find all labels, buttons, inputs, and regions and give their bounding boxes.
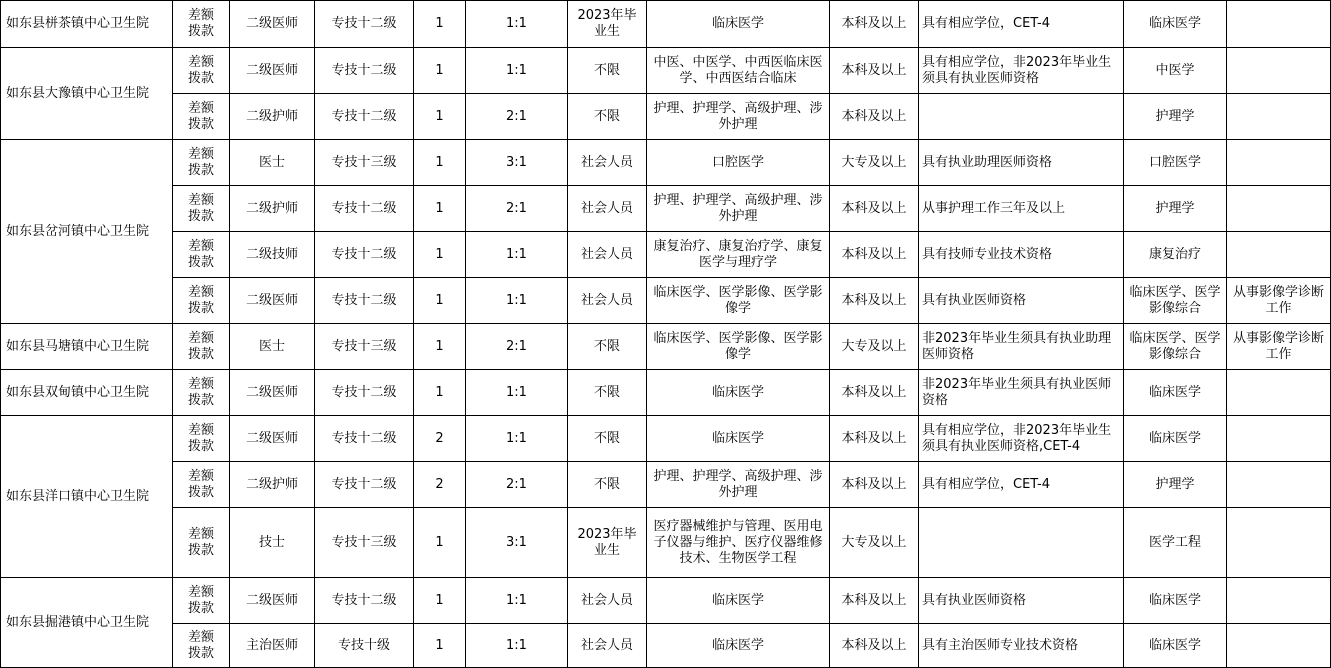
funding-type-cell: 差额拨款 <box>173 94 230 140</box>
unit-cell: 如东县岔河镇中心卫生院 <box>1 140 173 324</box>
count-cell: 1 <box>414 370 466 416</box>
major-cell: 临床医学 <box>647 416 830 462</box>
grade-cell: 专技十三级 <box>315 140 414 186</box>
exam-cell: 临床医学 <box>1124 370 1227 416</box>
funding-type-cell: 差额拨款 <box>173 508 230 578</box>
grade-cell: 专技十三级 <box>315 508 414 578</box>
funding-type-cell: 差额拨款 <box>173 324 230 370</box>
grade-cell: 专技十二级 <box>315 94 414 140</box>
exam-cell: 护理学 <box>1124 186 1227 232</box>
target-cell: 社会人员 <box>568 578 647 624</box>
other-requirements-cell: 具有技师专业技术资格 <box>919 232 1124 278</box>
remark-cell <box>1227 508 1331 578</box>
education-cell: 本科及以上 <box>830 1 919 48</box>
unit-cell: 如东县洋口镇中心卫生院 <box>1 416 173 578</box>
major-cell: 护理、护理学、高级护理、涉外护理 <box>647 94 830 140</box>
education-cell: 本科及以上 <box>830 416 919 462</box>
unit-cell: 如东县栟茶镇中心卫生院 <box>1 1 173 48</box>
funding-type-cell: 差额拨款 <box>173 186 230 232</box>
major-cell: 临床医学、医学影像、医学影像学 <box>647 324 830 370</box>
table-row <box>1 186 1331 232</box>
major-cell: 中医、中医学、中西医临床医学、中西医结合临床 <box>647 48 830 94</box>
funding-type-cell: 差额拨款 <box>173 578 230 624</box>
table-row <box>1 1 1331 48</box>
education-cell: 大专及以上 <box>830 324 919 370</box>
table-row <box>1 578 1331 624</box>
other-requirements-cell: 具有相应学位，CET-4 <box>919 462 1124 508</box>
grade-cell: 专技十二级 <box>315 416 414 462</box>
count-cell: 1 <box>414 578 466 624</box>
ratio-cell: 2:1 <box>466 324 568 370</box>
grade-cell: 专技十二级 <box>315 370 414 416</box>
education-cell: 本科及以上 <box>830 278 919 324</box>
ratio-cell: 2:1 <box>466 186 568 232</box>
target-cell: 社会人员 <box>568 278 647 324</box>
ratio-cell: 1:1 <box>466 1 568 48</box>
ratio-cell: 1:1 <box>466 578 568 624</box>
education-cell: 大专及以上 <box>830 508 919 578</box>
exam-cell: 中医学 <box>1124 48 1227 94</box>
grade-cell: 专技十二级 <box>315 232 414 278</box>
education-cell: 本科及以上 <box>830 186 919 232</box>
major-cell: 护理、护理学、高级护理、涉外护理 <box>647 186 830 232</box>
table-row <box>1 232 1331 278</box>
position-cell: 二级护师 <box>230 94 315 140</box>
target-cell: 不限 <box>568 416 647 462</box>
position-cell: 二级医师 <box>230 578 315 624</box>
target-cell: 不限 <box>568 462 647 508</box>
ratio-cell: 2:1 <box>466 94 568 140</box>
education-cell: 大专及以上 <box>830 140 919 186</box>
grade-cell: 专技十二级 <box>315 578 414 624</box>
ratio-cell: 1:1 <box>466 416 568 462</box>
table-row <box>1 48 1331 94</box>
remark-cell <box>1227 140 1331 186</box>
unit-cell: 如东县掘港镇中心卫生院 <box>1 578 173 668</box>
grade-cell: 专技十二级 <box>315 278 414 324</box>
count-cell: 1 <box>414 140 466 186</box>
target-cell: 不限 <box>568 370 647 416</box>
target-cell: 不限 <box>568 94 647 140</box>
other-requirements-cell: 具有相应学位，非2023年毕业生须具有执业医师资格 <box>919 48 1124 94</box>
table-row <box>1 624 1331 668</box>
table-row <box>1 370 1331 416</box>
count-cell: 1 <box>414 186 466 232</box>
ratio-cell: 1:1 <box>466 370 568 416</box>
grade-cell: 专技十二级 <box>315 462 414 508</box>
exam-cell: 临床医学、医学影像综合 <box>1124 324 1227 370</box>
other-requirements-cell: 具有相应学位，非2023年毕业生须具有执业医师资格,CET-4 <box>919 416 1124 462</box>
position-cell: 医士 <box>230 324 315 370</box>
remark-cell <box>1227 94 1331 140</box>
exam-cell: 临床医学 <box>1124 416 1227 462</box>
other-requirements-cell: 具有相应学位，CET-4 <box>919 1 1124 48</box>
table-row <box>1 278 1331 324</box>
major-cell: 临床医学 <box>647 578 830 624</box>
target-cell: 2023年毕业生 <box>568 508 647 578</box>
exam-cell: 护理学 <box>1124 94 1227 140</box>
other-requirements-cell: 具有执业医师资格 <box>919 278 1124 324</box>
position-cell: 二级医师 <box>230 1 315 48</box>
remark-cell <box>1227 48 1331 94</box>
count-cell: 1 <box>414 48 466 94</box>
count-cell: 1 <box>414 508 466 578</box>
ratio-cell: 3:1 <box>466 508 568 578</box>
target-cell: 不限 <box>568 48 647 94</box>
funding-type-cell: 差额拨款 <box>173 624 230 668</box>
target-cell: 社会人员 <box>568 624 647 668</box>
major-cell: 口腔医学 <box>647 140 830 186</box>
remark-cell <box>1227 624 1331 668</box>
table-row <box>1 324 1331 370</box>
ratio-cell: 1:1 <box>466 624 568 668</box>
remark-cell <box>1227 462 1331 508</box>
count-cell: 2 <box>414 416 466 462</box>
exam-cell: 口腔医学 <box>1124 140 1227 186</box>
position-cell: 二级护师 <box>230 462 315 508</box>
position-cell: 二级护师 <box>230 186 315 232</box>
count-cell: 1 <box>414 232 466 278</box>
education-cell: 本科及以上 <box>830 624 919 668</box>
count-cell: 1 <box>414 278 466 324</box>
other-requirements-cell <box>919 508 1124 578</box>
target-cell: 2023年毕业生 <box>568 1 647 48</box>
education-cell: 本科及以上 <box>830 94 919 140</box>
remark-cell <box>1227 232 1331 278</box>
other-requirements-cell <box>919 94 1124 140</box>
major-cell: 临床医学 <box>647 370 830 416</box>
table-row <box>1 508 1331 578</box>
funding-type-cell: 差额拨款 <box>173 416 230 462</box>
target-cell: 社会人员 <box>568 186 647 232</box>
funding-type-cell: 差额拨款 <box>173 462 230 508</box>
exam-cell: 医学工程 <box>1124 508 1227 578</box>
funding-type-cell: 差额拨款 <box>173 1 230 48</box>
count-cell: 1 <box>414 624 466 668</box>
funding-type-cell: 差额拨款 <box>173 48 230 94</box>
other-requirements-cell: 非2023年毕业生须具有执业医师资格 <box>919 370 1124 416</box>
grade-cell: 专技十二级 <box>315 1 414 48</box>
unit-cell: 如东县双甸镇中心卫生院 <box>1 370 173 416</box>
unit-cell: 如东县大豫镇中心卫生院 <box>1 48 173 140</box>
position-cell: 二级医师 <box>230 370 315 416</box>
education-cell: 本科及以上 <box>830 462 919 508</box>
target-cell: 不限 <box>568 324 647 370</box>
count-cell: 1 <box>414 324 466 370</box>
ratio-cell: 1:1 <box>466 278 568 324</box>
other-requirements-cell: 从事护理工作三年及以上 <box>919 186 1124 232</box>
position-cell: 二级医师 <box>230 278 315 324</box>
other-requirements-cell: 具有主治医师专业技术资格 <box>919 624 1124 668</box>
exam-cell: 临床医学 <box>1124 624 1227 668</box>
remark-cell <box>1227 1 1331 48</box>
table-row <box>1 94 1331 140</box>
major-cell: 医疗器械维护与管理、医用电子仪器与维护、医疗仪器维修技术、生物医学工程 <box>647 508 830 578</box>
remark-cell <box>1227 186 1331 232</box>
ratio-cell: 1:1 <box>466 48 568 94</box>
count-cell: 1 <box>414 94 466 140</box>
exam-cell: 护理学 <box>1124 462 1227 508</box>
remark-cell: 从事影像学诊断工作 <box>1227 324 1331 370</box>
remark-cell <box>1227 416 1331 462</box>
funding-type-cell: 差额拨款 <box>173 140 230 186</box>
target-cell: 社会人员 <box>568 232 647 278</box>
education-cell: 本科及以上 <box>830 48 919 94</box>
grade-cell: 专技十级 <box>315 624 414 668</box>
education-cell: 本科及以上 <box>830 578 919 624</box>
exam-cell: 临床医学、医学影像综合 <box>1124 278 1227 324</box>
funding-type-cell: 差额拨款 <box>173 278 230 324</box>
remark-cell <box>1227 578 1331 624</box>
other-requirements-cell: 具有执业助理医师资格 <box>919 140 1124 186</box>
grade-cell: 专技十二级 <box>315 186 414 232</box>
remark-cell <box>1227 370 1331 416</box>
funding-type-cell: 差额拨款 <box>173 370 230 416</box>
position-cell: 技士 <box>230 508 315 578</box>
grade-cell: 专技十三级 <box>315 324 414 370</box>
education-cell: 本科及以上 <box>830 370 919 416</box>
major-cell: 临床医学、医学影像、医学影像学 <box>647 278 830 324</box>
position-cell: 二级医师 <box>230 416 315 462</box>
position-cell: 二级医师 <box>230 48 315 94</box>
position-cell: 二级技师 <box>230 232 315 278</box>
major-cell: 临床医学 <box>647 1 830 48</box>
count-cell: 2 <box>414 462 466 508</box>
unit-cell: 如东县马塘镇中心卫生院 <box>1 324 173 370</box>
remark-cell: 从事影像学诊断工作 <box>1227 278 1331 324</box>
exam-cell: 临床医学 <box>1124 578 1227 624</box>
education-cell: 本科及以上 <box>830 232 919 278</box>
table-row <box>1 416 1331 462</box>
position-cell: 医士 <box>230 140 315 186</box>
target-cell: 社会人员 <box>568 140 647 186</box>
table-row <box>1 140 1331 186</box>
major-cell: 康复治疗、康复治疗学、康复医学与理疗学 <box>647 232 830 278</box>
ratio-cell: 3:1 <box>466 140 568 186</box>
funding-type-cell: 差额拨款 <box>173 232 230 278</box>
other-requirements-cell: 非2023年毕业生须具有执业助理医师资格 <box>919 324 1124 370</box>
ratio-cell: 1:1 <box>466 232 568 278</box>
count-cell: 1 <box>414 1 466 48</box>
table-row <box>1 462 1331 508</box>
position-cell: 主治医师 <box>230 624 315 668</box>
exam-cell: 康复治疗 <box>1124 232 1227 278</box>
grade-cell: 专技十二级 <box>315 48 414 94</box>
ratio-cell: 2:1 <box>466 462 568 508</box>
major-cell: 护理、护理学、高级护理、涉外护理 <box>647 462 830 508</box>
major-cell: 临床医学 <box>647 624 830 668</box>
exam-cell: 临床医学 <box>1124 1 1227 48</box>
other-requirements-cell: 具有执业医师资格 <box>919 578 1124 624</box>
